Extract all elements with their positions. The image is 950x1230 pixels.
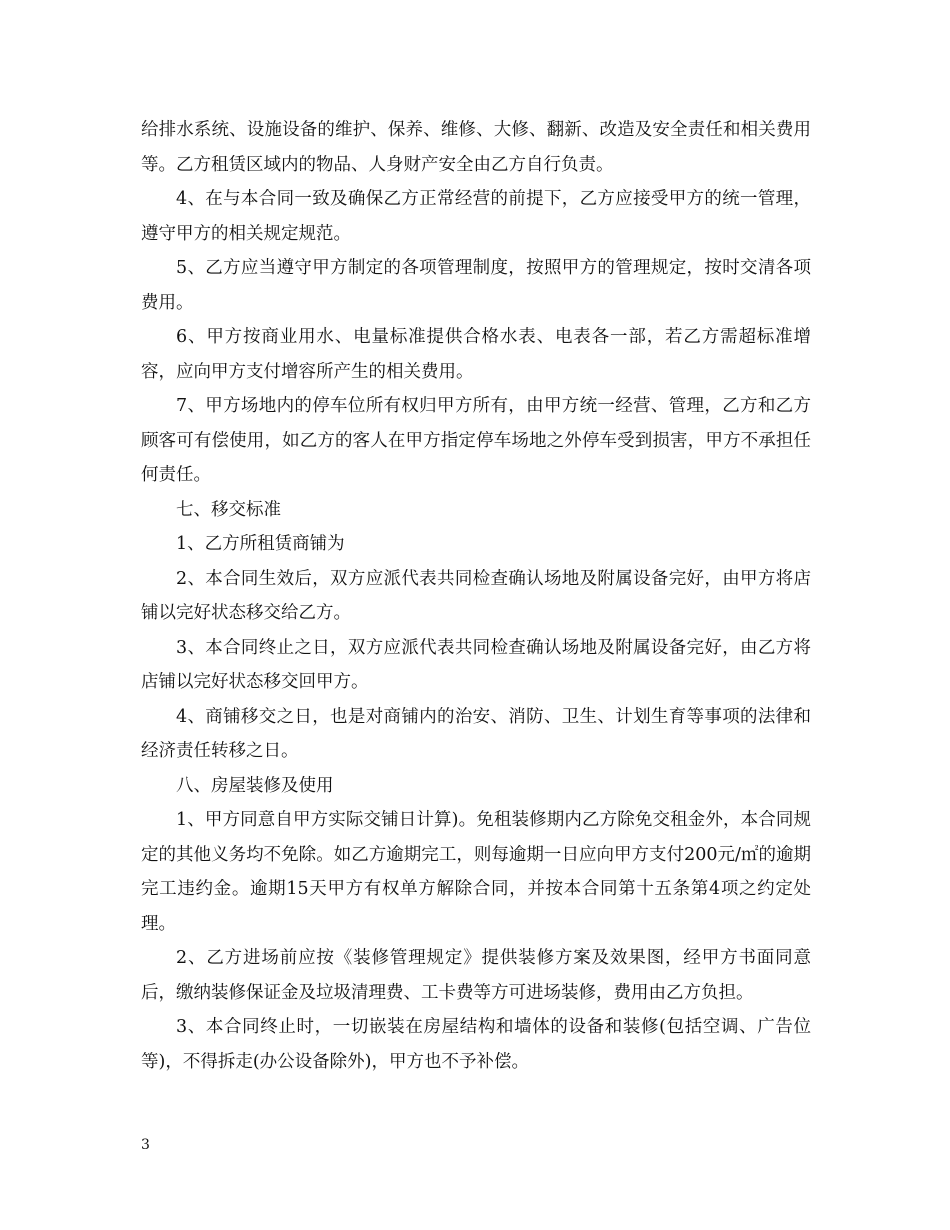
- paragraph-4: 6、甲方按商业用水、电量标准提供合格水表、电表各一部，若乙方需超标准增容，应向甲方支付增容所产生的相关费用。: [141, 327, 811, 382]
- document-body: [141, 113, 811, 1079]
- page-number: 3: [141, 1137, 150, 1153]
- paragraph-5: 7、甲方场地内的停车位所有权归甲方所有，由甲方统一经营、管理，乙方和乙方顾客可有偿使用，如乙方的客人在甲方指定停车场地之外停车受到损害，甲方不承担任何责任。: [141, 396, 811, 485]
- paragraph-7: 1、乙方所租赁商铺为: [176, 534, 345, 554]
- paragraph-8: 2、本合同生效后，双方应派代表共同检查确认场地及附属设备完好，由甲方将店铺以完好状态移交给乙方。: [141, 568, 811, 623]
- paragraph-14: 3、本合同终止时，一切嵌装在房屋结构和墙体的设备和装修(包括空调、广告位等)，不得拆走(办公设备除外)，甲方也不予补偿。: [141, 1017, 811, 1072]
- paragraph-9: 3、本合同终止之日，双方应派代表共同检查确认场地及附属设备完好，由乙方将店铺以完好状态移交回甲方。: [141, 637, 811, 692]
- paragraph-12: 1、甲方同意自甲方实际交铺日计算)。免租装修期内乙方除免交租金外，本合同规定的其他义务均不免除。如乙方逾期完工，则每逾期一日应向甲方支付200元/㎡的逾期完工违约金。逾期15天甲方有权单方解除合同，并按本合同第十五条第4项之约定处理。: [141, 810, 811, 934]
- section-heading-8: 八、房屋装修及使用: [176, 775, 334, 796]
- paragraph-13: 2、乙方进场前应按《装修管理规定》提供装修方案及效果图，经甲方书面同意后，缴纳装修保证金及垃圾清理费、工卡费等方可进场装修，费用由乙方负担。: [141, 948, 811, 1003]
- paragraph-10: 4、商铺移交之日，也是对商铺内的治安、消防、卫生、计划生育等事项的法律和经济责任转移之日。: [141, 706, 811, 761]
- paragraph-3: 5、乙方应当遵守甲方制定的各项管理制度，按照甲方的管理规定，按时交清各项费用。: [141, 258, 811, 313]
- paragraph-2: 4、在与本合同一致及确保乙方正常经营的前提下，乙方应接受甲方的统一管理，遵守甲方的相关规定规范。: [141, 189, 811, 244]
- paragraph-1: 给排水系统、设施设备的维护、保养、维修、大修、翻新、改造及安全责任和相关费用等。乙方租赁区域内的物品、人身财产安全由乙方自行负责。: [141, 120, 811, 175]
- section-heading-7: 七、移交标准: [176, 499, 281, 520]
